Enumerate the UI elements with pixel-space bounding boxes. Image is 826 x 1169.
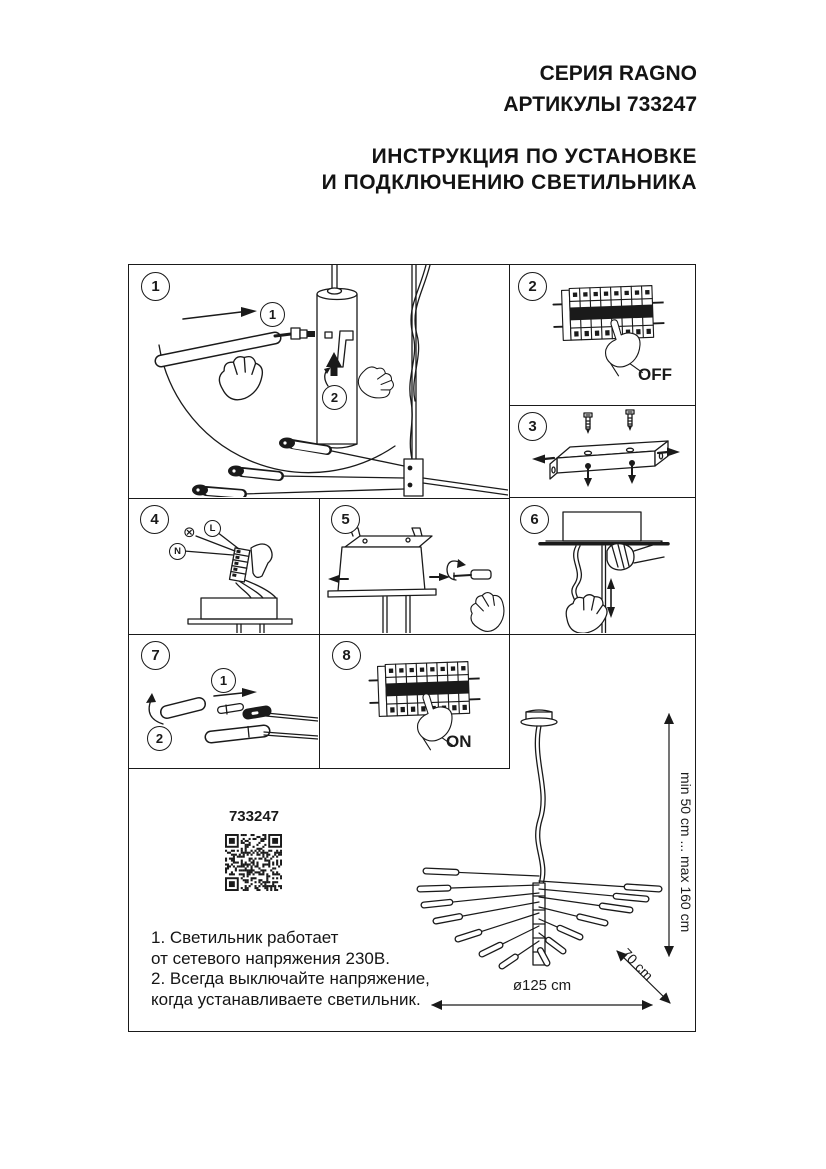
step-1-substep-2-text: 2	[330, 390, 339, 405]
dimension-diameter: ø125 cm	[512, 977, 572, 994]
terminal-neutral-text: N	[174, 546, 181, 557]
note-line-1: 1. Светильник работает	[151, 928, 339, 947]
breaker-on-label: ON	[446, 732, 472, 751]
step-2-number	[518, 272, 547, 301]
step-4-number	[140, 505, 169, 534]
series-heading	[503, 58, 697, 120]
step-3-number-text: 3	[528, 418, 537, 435]
step-3-number	[518, 412, 547, 441]
step-1-substep-2	[322, 385, 347, 410]
step-4-panel	[129, 499, 320, 635]
step-1-substep-1-text: 1	[268, 307, 277, 322]
step-5-panel	[320, 499, 510, 635]
step-8-number-text: 8	[342, 647, 351, 664]
note-line-3: 2. Всегда выключайте напряжение,	[151, 969, 430, 988]
terminal-neutral-label	[169, 543, 186, 560]
step-7-substep-1-text: 1	[219, 673, 228, 688]
instruction-line-1: ИНСТРУКЦИЯ ПО УСТАНОВКЕ	[371, 145, 697, 168]
step-7-substep-2-text: 2	[155, 731, 164, 746]
series-line: СЕРИЯ RAGNO	[539, 62, 697, 85]
step-7-number-text: 7	[151, 647, 160, 664]
step-7-substep-2	[147, 726, 172, 751]
terminal-live-label	[204, 520, 221, 537]
step-8-number	[332, 641, 361, 670]
instruction-line-2: И ПОДКЛЮЧЕНИЮ СВЕТИЛЬНИКА	[321, 170, 697, 194]
step-1-panel	[129, 265, 510, 499]
footer-article-number: 733247	[228, 808, 280, 825]
step-2-number-text: 2	[528, 278, 537, 295]
step-5-number	[331, 505, 360, 534]
dimension-height-range: min 50 cm ... max 160 cm	[678, 772, 694, 933]
step-1-number-text: 1	[151, 278, 160, 295]
safety-notes	[151, 928, 430, 1010]
step-7-number	[141, 641, 170, 670]
step-1-substep-1	[260, 302, 285, 327]
step-7-panel	[129, 635, 320, 769]
step-6-number	[520, 505, 549, 534]
breaker-off-label: OFF	[638, 365, 672, 384]
article-line: АРТИКУЛЫ 733247	[503, 93, 697, 116]
instruction-figure	[128, 264, 696, 1032]
terminal-live-text: L	[209, 523, 216, 534]
dimension-depth: 70 cm	[618, 945, 657, 984]
step-2-panel	[510, 265, 695, 406]
qr-code	[225, 834, 282, 891]
step-5-number-text: 5	[341, 511, 350, 528]
step-6-panel	[510, 499, 695, 635]
step-3-panel	[510, 406, 695, 498]
step-7-substep-1	[211, 668, 236, 693]
terminal-earth-label: ⊗	[183, 523, 196, 541]
note-line-2: от сетевого напряжения 230В.	[151, 948, 390, 968]
step-1-number	[141, 272, 170, 301]
instruction-heading	[322, 144, 697, 195]
step-4-number-text: 4	[150, 511, 159, 528]
step-6-number-text: 6	[530, 511, 539, 528]
note-line-4: когда устанавливаете светильник.	[151, 989, 421, 1009]
step-1-illustration	[129, 265, 508, 497]
